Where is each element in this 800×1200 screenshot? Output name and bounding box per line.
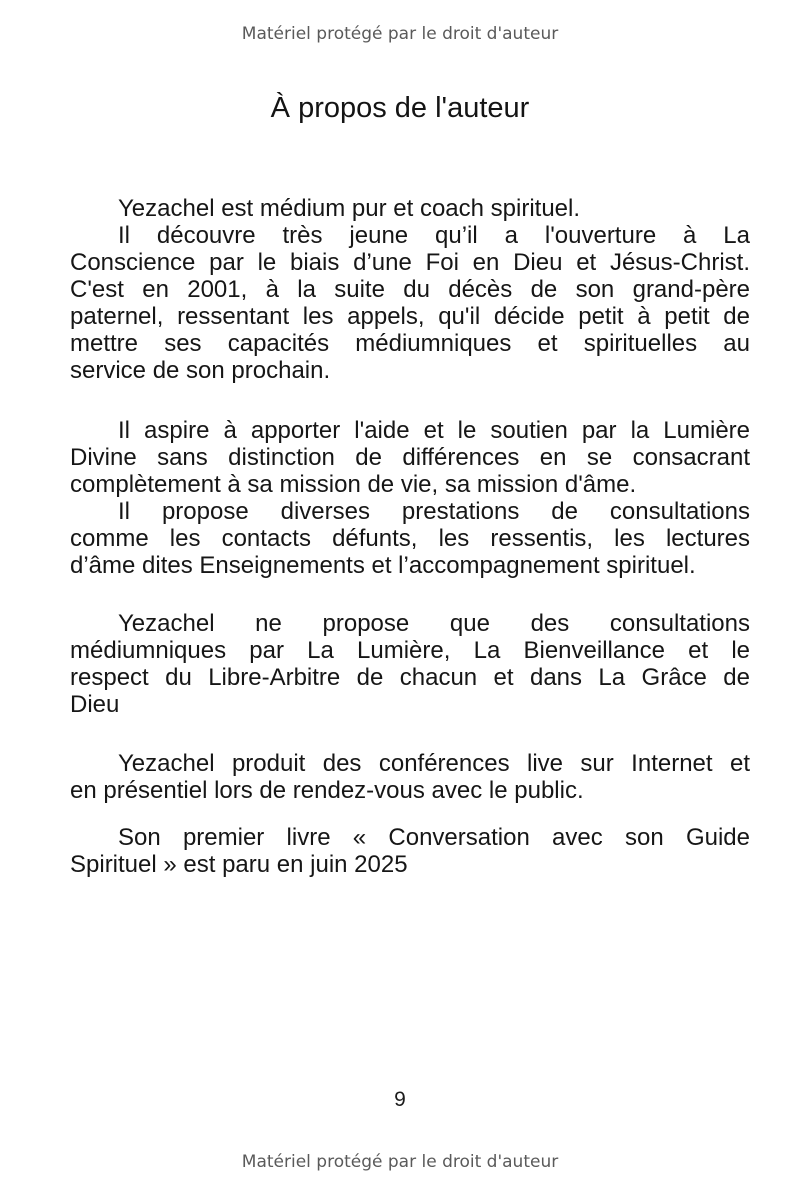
text-line: Il aspire à apporter l'aide et le soutien par la Lumière xyxy=(118,417,750,444)
text-line: mettre ses capacités médiumniques et spirituelles au xyxy=(70,330,750,357)
paragraph xyxy=(70,417,750,498)
text-line: Il propose diverses prestations de consultations xyxy=(118,498,750,525)
page-number: 9 xyxy=(394,1088,406,1111)
text-line: Spirituel » est paru en juin 2025 xyxy=(70,851,408,878)
text-line: Yezachel ne propose que des consultations xyxy=(118,610,750,637)
text-line: C'est en 2001, à la suite du décès de son grand-père xyxy=(70,276,750,303)
text-line: Divine sans distinction de différences en se consacrant xyxy=(70,444,750,471)
paragraph xyxy=(70,824,750,878)
text-line: Yezachel est médium pur et coach spirituel. xyxy=(118,195,581,222)
text-line: comme les contacts défunts, les ressentis, les lectures xyxy=(70,525,750,552)
paragraph xyxy=(70,610,750,718)
paragraph xyxy=(70,195,750,222)
text-line: Conscience par le biais d’une Foi en Dieu et Jésus-Christ. xyxy=(70,249,750,276)
copyright-notice-top: Matériel protégé par le droit d'auteur xyxy=(241,24,559,44)
text-line: Dieu xyxy=(70,691,120,718)
text-line: paternel, ressentant les appels, qu'il décide petit à petit de xyxy=(70,303,750,330)
page-title: À propos de l'auteur xyxy=(270,92,530,124)
text-line: respect du Libre-Arbitre de chacun et dans La Grâce de xyxy=(70,664,750,691)
text-line: médiumniques par La Lumière, La Bienveillance et le xyxy=(70,637,750,664)
text-line: en présentiel lors de rendez-vous avec le public. xyxy=(70,777,584,804)
body-text xyxy=(70,195,750,878)
paragraph xyxy=(70,498,750,579)
text-line: Il découvre très jeune qu’il a l'ouverture à La xyxy=(118,222,750,249)
text-line: service de son prochain. xyxy=(70,357,331,384)
text-line: Son premier livre « Conversation avec son Guide xyxy=(118,824,750,851)
paragraph xyxy=(70,222,750,384)
text-line: Yezachel produit des conférences live sur Internet et xyxy=(118,750,750,777)
text-line: d’âme dites Enseignements et l’accompagnement spirituel. xyxy=(70,552,696,579)
text-line: complètement à sa mission de vie, sa mission d'âme. xyxy=(70,471,637,498)
paragraph xyxy=(70,750,750,804)
copyright-notice-bottom: Matériel protégé par le droit d'auteur xyxy=(241,1152,559,1172)
